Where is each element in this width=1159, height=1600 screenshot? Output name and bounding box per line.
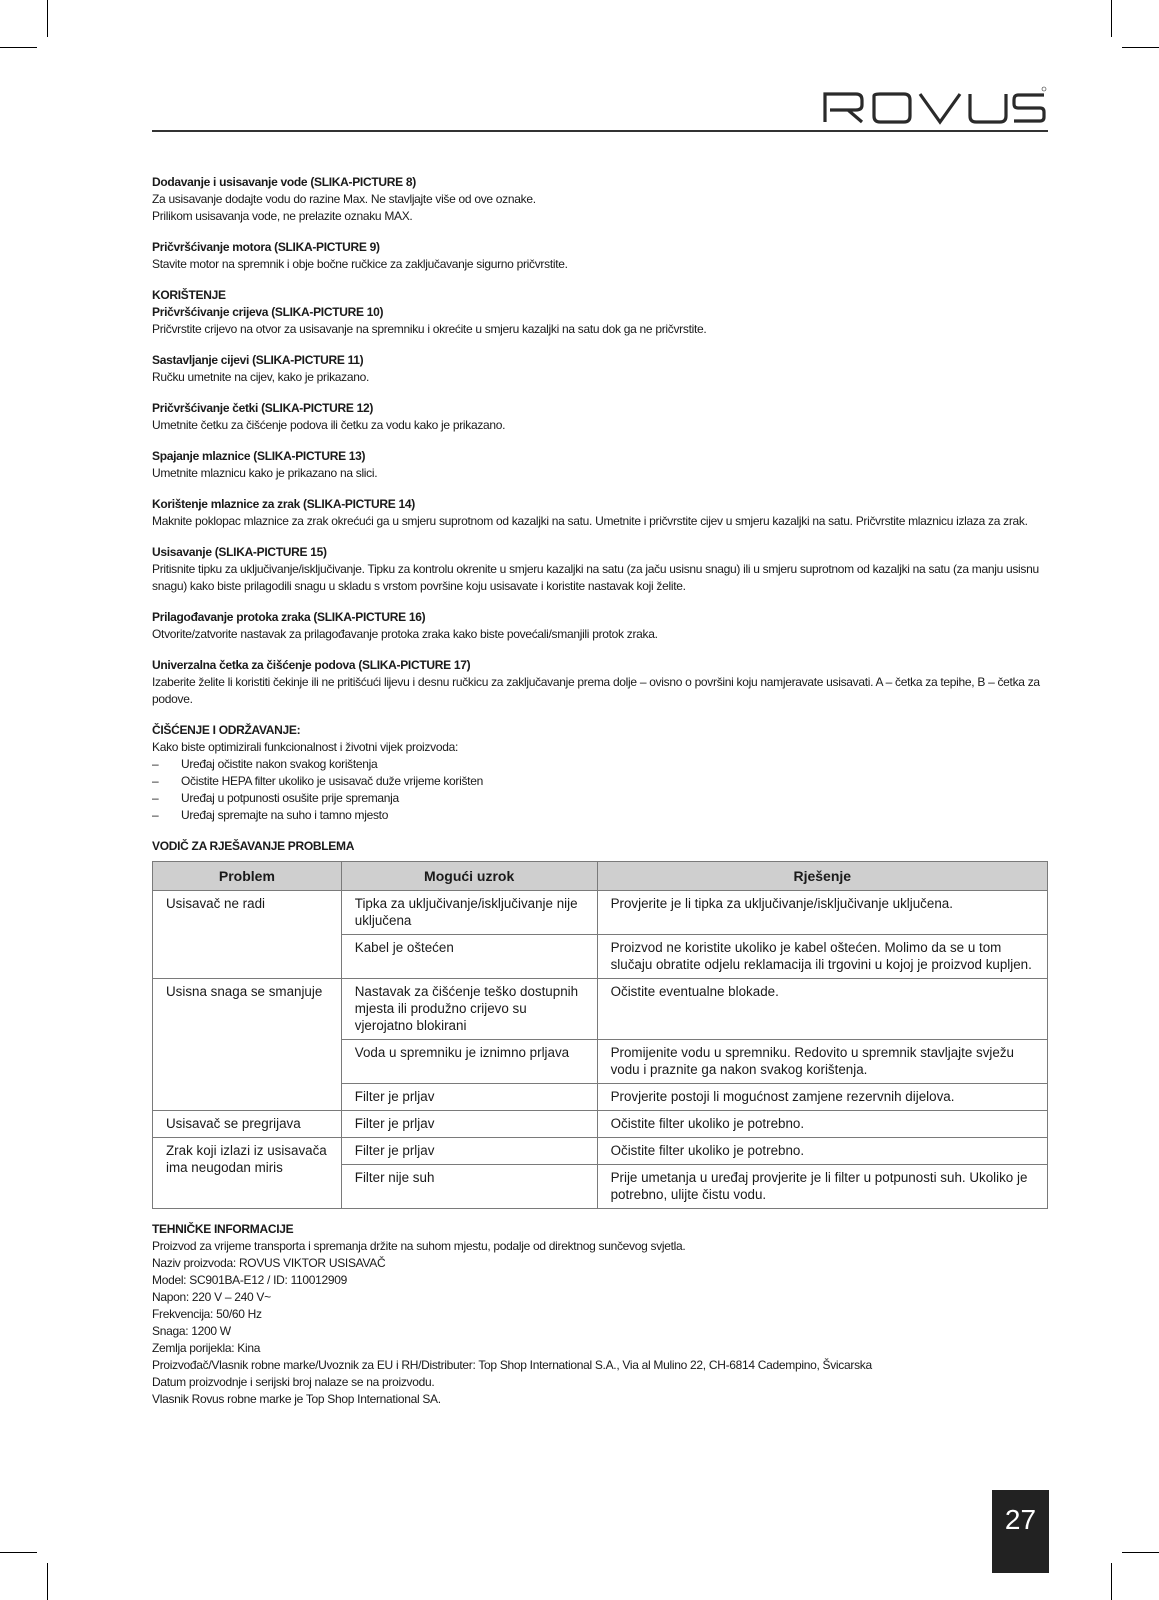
paragraph: Kako biste optimizirali funkcionalnost i životni vijek proizvoda: [152, 740, 458, 754]
page-number: 27 [992, 1490, 1049, 1573]
section-vacuuming [152, 544, 1048, 595]
table-row [153, 1138, 1048, 1165]
section-air-nozzle [152, 496, 1048, 530]
paragraph: Za usisavanje dodajte vodu do razine Max. Ne stavljajte više od ove oznake. [152, 192, 536, 206]
cause-cell: Filter je prljav [341, 1138, 597, 1165]
crop-mark [0, 1552, 37, 1553]
section-heading: Korištenje mlaznice za zrak (SLIKA-PICTURE 14) [152, 497, 415, 511]
paragraph: Proizvod za vrijeme transporta i spremanja držite na suhom mjestu, podalje od direktnog sunčevog svjetla. [152, 1239, 686, 1253]
section-water [152, 174, 1048, 225]
troubleshooting-table [152, 861, 1048, 1209]
crop-mark [1122, 47, 1159, 48]
cause-cell: Filter nije suh [341, 1165, 597, 1209]
paragraph: Umetnite četku za čišćenje podova ili četku za vodu kako je prikazano. [152, 418, 506, 432]
paragraph: Naziv proizvoda: ROVUS VIKTOR USISAVAČ [152, 1256, 386, 1270]
section-heading: Univerzalna četka za čišćenje podova (SLIKA-PICTURE 17) [152, 658, 471, 672]
crop-mark [0, 47, 37, 48]
table-row [153, 1111, 1048, 1138]
solution-cell: Proizvod ne koristite ukoliko je kabel oštećen. Molimo da se u tom slučaju obratite odjelu reklamacija ili trgovini u kojoj je proizvod kupljen. [597, 935, 1047, 979]
paragraph: Model: SC901BA-E12 / ID: 110012909 [152, 1273, 348, 1287]
usage-title: KORIŠTENJE [152, 288, 226, 302]
cleaning-list [152, 756, 1048, 824]
section-tech [152, 1221, 1048, 1408]
page-content [152, 174, 1048, 1422]
section-troubleshooting [152, 838, 1048, 1209]
paragraph: Proizvođač/Vlasnik robne marke/Uvoznik za EU i RH/Distributer: Top Shop International S.A., Via al Mulino 22, CH-6814 Cadempino, Švicarska [152, 1358, 872, 1372]
section-floor-brush [152, 657, 1048, 708]
cause-cell: Kabel je oštećen [341, 935, 597, 979]
section-heading: Pričvršćivanje crijeva (SLIKA-PICTURE 10) [152, 305, 384, 319]
table-header-row [153, 862, 1048, 891]
paragraph: Pritisnite tipku za uključivanje/isključivanje. Tipku za kontrolu okrenite u smjeru kazaljki na satu (za jaču usisnu snagu) ili u smjeru suprotnom od kazaljki na satu (za manju usisnu snagu) kako biste prilagodili snagu u skladu s vrstom površine koju usisavate i koristite nastavak koji želite. [152, 562, 1039, 593]
crop-mark [1122, 1552, 1159, 1553]
column-header: Mogući uzrok [341, 862, 597, 891]
cause-cell: Nastavak za čišćenje teško dostupnih mjesta ili produžno crijevo su vjerojatno blokirani [341, 979, 597, 1040]
section-heading: VODIČ ZA RJEŠAVANJE PROBLEMA [152, 839, 355, 853]
crop-mark [47, 0, 48, 37]
section-heading: Spajanje mlaznice (SLIKA-PICTURE 13) [152, 449, 366, 463]
paragraph: Zemlja porijekla: Kina [152, 1341, 261, 1355]
paragraph: Ručku umetnite na cijev, kako je prikazano. [152, 370, 369, 384]
paragraph: Maknite poklopac mlaznice za zrak okrećući ga u smjeru suprotnom od kazaljki na satu. Umetnite i pričvrstite cijev u smjeru kazaljki na satu. Pričvrstite mlaznicu izlaza za zrak. [152, 514, 1028, 528]
crop-mark [47, 1563, 48, 1600]
list-item: – Uređaj očistite nakon svakog korištenja [152, 756, 1048, 773]
paragraph: Otvorite/zatvorite nastavak za prilagođavanje protoka zraka kako biste povećali/smanjili protok zraka. [152, 627, 658, 641]
paragraph: Frekvencija: 50/60 Hz [152, 1307, 262, 1321]
paragraph: Umetnite mlaznicu kako je prikazano na slici. [152, 466, 378, 480]
table-row [153, 891, 1048, 935]
solution-cell: Očistite filter ukoliko je potrebno. [597, 1111, 1047, 1138]
crop-mark [1111, 0, 1112, 37]
solution-cell: Provjerite postoji li mogućnost zamjene rezervnih dijelova. [597, 1084, 1047, 1111]
rovus-logo [822, 86, 1047, 126]
section-heading: Pričvršćivanje motora (SLIKA-PICTURE 9) [152, 240, 380, 254]
solution-cell: Prije umetanja u uređaj provjerite je li filter u potpunosti suh. Ukoliko je potrebno, ulijte čistu vodu. [597, 1165, 1047, 1209]
section-nozzle [152, 448, 1048, 482]
section-heading: Sastavljanje cijevi (SLIKA-PICTURE 11) [152, 353, 364, 367]
section-tube [152, 352, 1048, 386]
section-heading: TEHNIČKE INFORMACIJE [152, 1222, 294, 1236]
section-hose [152, 287, 1048, 338]
paragraph: Snaga: 1200 W [152, 1324, 231, 1338]
table-row [153, 979, 1048, 1040]
problem-cell: Usisna snaga se smanjuje [153, 979, 342, 1111]
section-heading: Pričvršćivanje četki (SLIKA-PICTURE 12) [152, 401, 374, 415]
cause-cell: Voda u spremniku je iznimno prljava [341, 1040, 597, 1084]
section-heading: Dodavanje i usisavanje vode (SLIKA-PICTURE 8) [152, 175, 416, 189]
paragraph: Prilikom usisavanja vode, ne prelazite oznaku MAX. [152, 209, 413, 223]
solution-cell: Očistite filter ukoliko je potrebno. [597, 1138, 1047, 1165]
section-brushes [152, 400, 1048, 434]
column-header: Rješenje [597, 862, 1047, 891]
list-item: – Očistite HEPA filter ukoliko je usisavač duže vrijeme korišten [152, 773, 1048, 790]
cause-cell: Filter je prljav [341, 1084, 597, 1111]
paragraph: Pričvrstite crijevo na otvor za usisavanje na spremniku i okrećite u smjeru kazaljki na satu dok ga ne pričvrstite. [152, 322, 707, 336]
paragraph: Napon: 220 V – 240 V~ [152, 1290, 271, 1304]
solution-cell: Provjerite je li tipka za uključivanje/isključivanje uključena. [597, 891, 1047, 935]
problem-cell: Usisavač se pregrijava [153, 1111, 342, 1138]
cause-cell: Tipka za uključivanje/isključivanje nije uključena [341, 891, 597, 935]
section-motor [152, 239, 1048, 273]
column-header: Problem [153, 862, 342, 891]
solution-cell: Očistite eventualne blokade. [597, 979, 1047, 1040]
cause-cell: Filter je prljav [341, 1111, 597, 1138]
paragraph: Izaberite želite li koristiti čekinje ili ne pritišćući lijevu i desnu ručkicu za zaključavanje prema dolje – ovisno o površini koju namjeravate usisavati. A – četka za tepihe, B – četka za podove. [152, 675, 1040, 706]
paragraph: Vlasnik Rovus robne marke je Top Shop International SA. [152, 1392, 441, 1406]
section-heading: ČIŠĆENJE I ODRŽAVANJE: [152, 723, 301, 737]
header-rule [152, 130, 1048, 132]
paragraph: Datum proizvodnje i serijski broj nalaze se na proizvodu. [152, 1375, 435, 1389]
solution-cell: Promijenite vodu u spremniku. Redovito u spremnik stavljajte svježu vodu i praznite ga nakon svakog korištenja. [597, 1040, 1047, 1084]
problem-cell: Usisavač ne radi [153, 891, 342, 979]
problem-cell: Zrak koji izlazi iz usisavača ima neugodan miris [153, 1138, 342, 1209]
section-cleaning [152, 722, 1048, 824]
list-item: – Uređaj u potpunosti osušite prije spremanja [152, 790, 1048, 807]
section-heading: Usisavanje (SLIKA-PICTURE 15) [152, 545, 327, 559]
paragraph: Stavite motor na spremnik i obje bočne ručkice za zaključavanje sigurno pričvrstite. [152, 257, 568, 271]
list-item: – Uređaj spremajte na suho i tamno mjesto [152, 807, 1048, 824]
section-airflow [152, 609, 1048, 643]
crop-mark [1111, 1563, 1112, 1600]
section-heading: Prilagođavanje protoka zraka (SLIKA-PICTURE 16) [152, 610, 426, 624]
